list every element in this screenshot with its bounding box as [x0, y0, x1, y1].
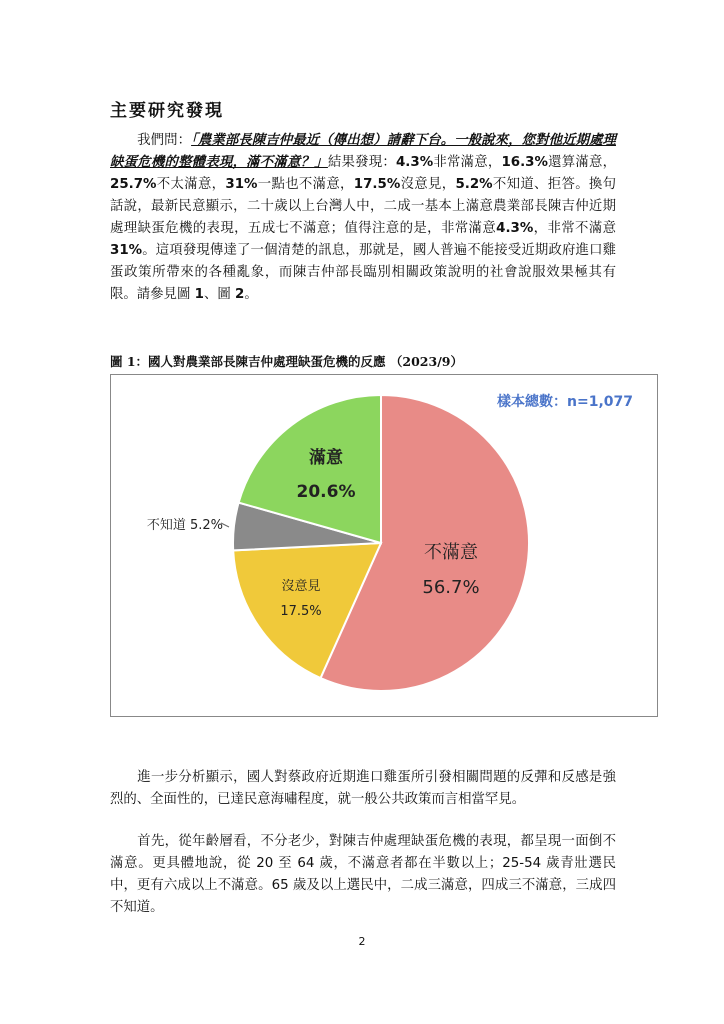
slice-value-dissatisfied: 56.7% — [422, 577, 480, 598]
page-number: 2 — [358, 935, 366, 948]
section-heading: 主要研究發現 — [110, 101, 224, 121]
slice-label-satisfied: 滿意 — [309, 448, 343, 468]
slice-label-dissatisfied: 不滿意 — [424, 542, 478, 563]
slice-label-no-opinion: 沒意見 — [281, 579, 321, 594]
pie-chart — [111, 375, 657, 716]
paragraph-age-groups: 首先，從年齡層看，不分老少，對陳吉仲處理缺蛋危機的表現，都呈現一面倒不滿意。更具體地說，從 20 至 64 歲，不滿意者都在半數以上；25-54 歲青壯選民中，更有六成以上不滿意。65 歲及以上選民中，二成三滿意，四成三不滿意，三成四不知道。 — [110, 834, 616, 915]
slice-value-no-opinion: 17.5% — [280, 604, 322, 619]
pie-chart-frame — [110, 374, 658, 717]
paragraph-analysis: 進一步分析顯示，國人對蔡政府近期進口雞蛋所引發相關問題的反彈和反感是強烈的、全面性的，已達民意海嘯程度，就一般公共政策而言相當罕見。 — [110, 770, 616, 807]
paragraph-findings: 我們問：「農業部長陳吉仲最近（傳出想）請辭下台。一般說來，您對他近期處理缺蛋危機的整體表現，滿不滿意？」結果發現：4.3%非常滿意，16.3%還算滿意，25.7%不太滿意，31%一點也不滿意，17.5%沒意見，5.2%不知道、拒答。換句話說，最新民意顯示，二十歲以上台灣人中，二成一基本上滿意農業部長陳吉仲近期處理缺蛋危機的表現，五成七不滿意；值得注意的是，非常滿意4.3%，非常不滿意31%。這項發現傳達了一個清楚的訊息，那就是，國人普遍不能接受近期政府進口雞蛋政策所帶來的各種亂象，而陳吉仲部長臨別相關政策說明的社會說服效果極其有限。請參見圖 1、圖 2。 — [110, 133, 617, 302]
slice-label-unknown: 不知道 5.2% — [146, 518, 223, 533]
sample-size-label: 樣本總數：n=1,077 — [497, 394, 633, 410]
survey-question: 「農業部長陳吉仲最近（傳出想）請辭下台。一般說來，您對他近期處理缺蛋危機的整體表現，滿不滿意？」 — [110, 133, 616, 170]
figure-caption: 圖 1：國人對農業部長陳吉仲處理缺蛋危機的反應 （2023/9） — [110, 354, 463, 369]
slice-value-satisfied: 20.6% — [296, 482, 356, 502]
